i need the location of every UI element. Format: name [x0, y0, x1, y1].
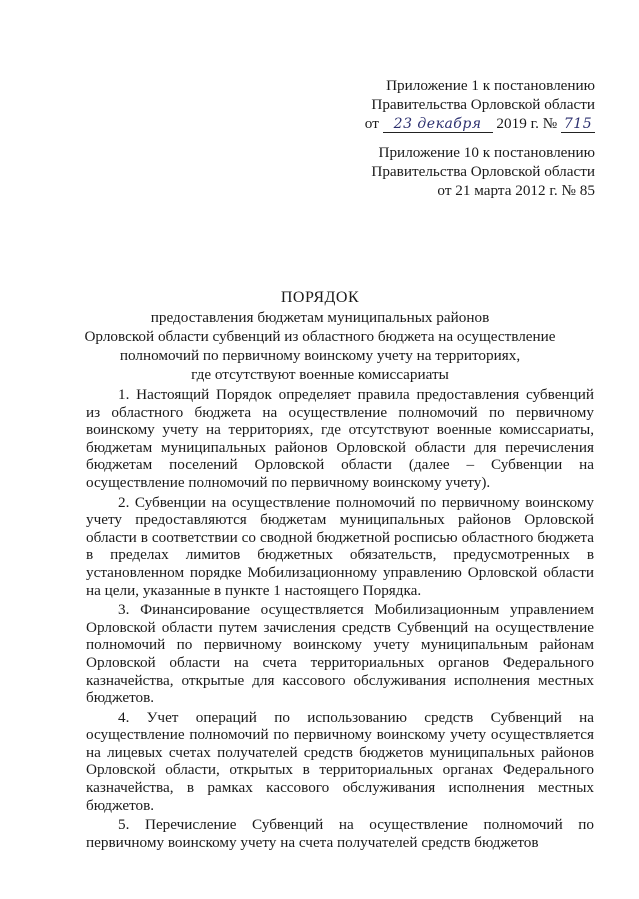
- appendix-1-line-2: Правительства Орловской области: [371, 96, 595, 113]
- title-sub-line: предоставления бюджетам муниципальных районов: [150, 309, 490, 326]
- title-main: ПОРЯДОК: [280, 289, 360, 306]
- year-text: 2019 г. №: [496, 115, 558, 132]
- paragraph-1: 1. Настоящий Порядок определяет правила предоставления субвенций из областного бюджета на осуществление полномочий по первичному воинскому учету на территориях, где отсутствуют военные комиссариаты, бюджетам муниципальных районов Орловской области для перечисления бюджетам поселений Орловской области (далее – Субвенции на осуществление полномочий по первичному воинскому учету).: [86, 386, 594, 491]
- paragraph-4: 4. Учет операций по использованию средств Субвенций на осуществление полномочий по первичному воинскому учету осуществляется на лицевых счетах получателей средств бюджетов муниципальных районов Орловской области, открытых в территориальных органах Федерального казначейства, в рамках кассового обслуживания исполнения местных бюджетов.: [86, 708, 594, 814]
- appendix-1-date-line: [325, 114, 595, 133]
- handwritten-date: 23 декабря: [383, 116, 493, 133]
- appendix-10-line-3: от 21 марта 2012 г. № 85: [437, 182, 595, 199]
- appendix-10-line-1: Приложение 10 к постановлению: [378, 144, 595, 161]
- date-prefix: от: [364, 115, 379, 132]
- document-title: [60, 288, 580, 384]
- document-body: [86, 386, 594, 853]
- handwritten-number: 715: [561, 116, 595, 133]
- paragraph-2: 2. Субвенции на осуществление полномочий по первичному воинскому учету предоставляются бюджетам муниципальных районов Орловской области в соответствии со сводной бюджетной росписью областного бюджета в пределах лимитов бюджетных обязательств, предусмотренных в установленном порядке Мобилизационному управлению Орловской области на цели, указанные в пункте 1 настоящего Порядка.: [86, 493, 594, 599]
- title-sub-line: Орловской области субвенций из областного бюджета на осуществление: [84, 328, 556, 345]
- title-sub-line: полномочий по первичному воинскому учету на территориях,: [119, 347, 521, 364]
- appendix-1-header: [325, 76, 595, 133]
- appendix-10-header: [325, 143, 595, 200]
- paragraph-5: 5. Перечисление Субвенций на осуществление полномочий по первичному воинскому учету на счета получателей средств бюджетов: [86, 816, 594, 851]
- title-sub-line: где отсутствуют военные комиссариаты: [191, 366, 449, 383]
- paragraph-3: 3. Финансирование осуществляется Мобилизационным управлением Орловской области путем зачисления средств Субвенций на осуществление полномочий по первичному воинскому учету муниципальным районам Орловской области на счета территориальных органов Федерального казначейства, открытые для кассового обслуживания исполнения местных бюджетов.: [86, 601, 594, 707]
- appendix-10-line-2: Правительства Орловской области: [371, 163, 595, 180]
- appendix-1-line-1: Приложение 1 к постановлению: [386, 77, 595, 94]
